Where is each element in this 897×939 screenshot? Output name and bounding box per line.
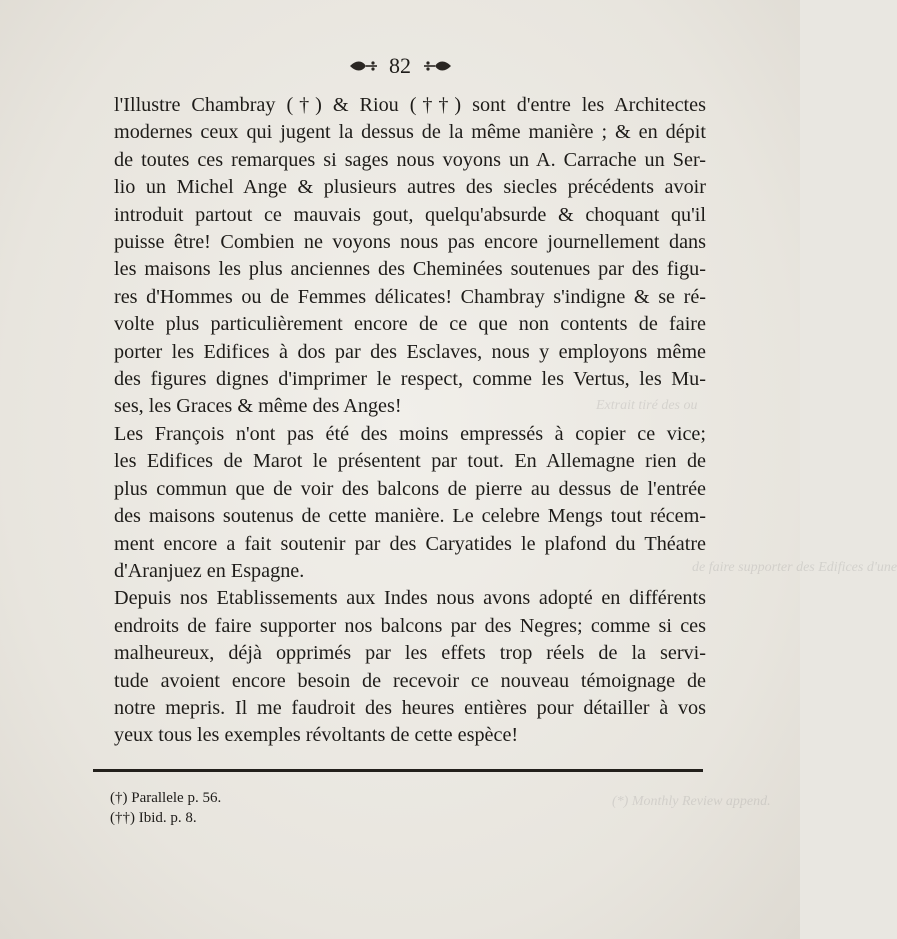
text-line: notre mepris. Il me faudroit des heures entières pour détailler à vos — [114, 696, 706, 719]
leaf-ornament-right-icon — [423, 59, 453, 73]
text-line: des maisons soutenus de cette manière. Le celebre Mengs tout récem- — [114, 505, 706, 528]
page-number: 82 — [389, 52, 411, 78]
text-line: puisse être! Combien ne voyons nous pas encore journellement dans — [114, 231, 706, 254]
text-line: endroits de faire supporter nos balcons par des Negres; comme si ces — [114, 614, 706, 637]
leaf-ornament-left-icon — [348, 59, 378, 73]
text-line: l'Illustre Chambray (†) & Riou (††) sont d'entre les Architectes — [114, 94, 706, 116]
text-line: des figures dignes d'imprimer le respect, comme les Vertus, les Mu- — [114, 368, 706, 391]
bleed-through-text: de faire supporter des Edifices d'une — [692, 560, 897, 575]
text-line: ses, les Graces & même des Anges! — [114, 395, 402, 418]
bleed-through-text: (*) Monthly Review append. — [612, 794, 771, 809]
text-line: lio un Michel Ange & plusieurs autres des siecles précédents avoir — [114, 176, 706, 199]
text-line: Les François n'ont pas été des moins empressés à copier ce vice; — [114, 422, 706, 445]
footnote: (††) Ibid. p. 8. — [110, 810, 197, 826]
bleed-through-text: Extrait tiré des ou — [596, 398, 698, 413]
body-text — [114, 92, 706, 750]
footnotes — [110, 788, 221, 828]
text-line: porter les Edifices à dos par des Esclaves, nous y employons même — [114, 340, 706, 363]
text-line: malheureux, déjà opprimés par les effets trop réels de la servi- — [114, 642, 706, 665]
text-line: les maisons les plus anciennes des Cheminées soutenues par des figu- — [114, 258, 706, 281]
text-line: les Edifices de Marot le présentent par tout. En Allemagne rien de — [114, 450, 706, 473]
text-line: volte plus particulièrement encore de ce que non contents de faire — [114, 313, 706, 336]
text-line: Depuis nos Etablissements aux Indes nous avons adopté en différents — [114, 587, 706, 610]
text-line: res d'Hommes ou de Femmes délicates! Chambray s'indigne & se ré- — [114, 285, 706, 308]
footnote-divider — [93, 769, 703, 772]
text-line: plus commun que de voir des balcons de pierre au dessus de l'entrée — [114, 477, 706, 500]
text-line: ment encore a fait soutenir par des Caryatides le plafond du Théatre — [114, 532, 706, 555]
paragraph-3 — [114, 585, 706, 749]
page-header — [0, 50, 800, 80]
text-line: de toutes ces remarques si sages nous voyons un A. Carrache un Ser- — [114, 148, 706, 171]
text-line: modernes ceux qui jugent la dessus de la même manière ; & en dépit — [114, 121, 706, 144]
text-line: tude avoient encore besoin de recevoir ce nouveau témoignage de — [114, 669, 706, 692]
text-line: yeux tous les exemples révoltants de cette espèce! — [114, 724, 519, 747]
paragraph-1 — [114, 92, 706, 421]
footnote: (†) Parallele p. 56. — [110, 790, 222, 806]
text-line: introduit partout ce mauvais gout, quelqu'absurde & choquant qu'il — [114, 203, 706, 226]
paragraph-2 — [114, 421, 706, 585]
text-line: d'Aranjuez en Espagne. — [114, 559, 305, 582]
